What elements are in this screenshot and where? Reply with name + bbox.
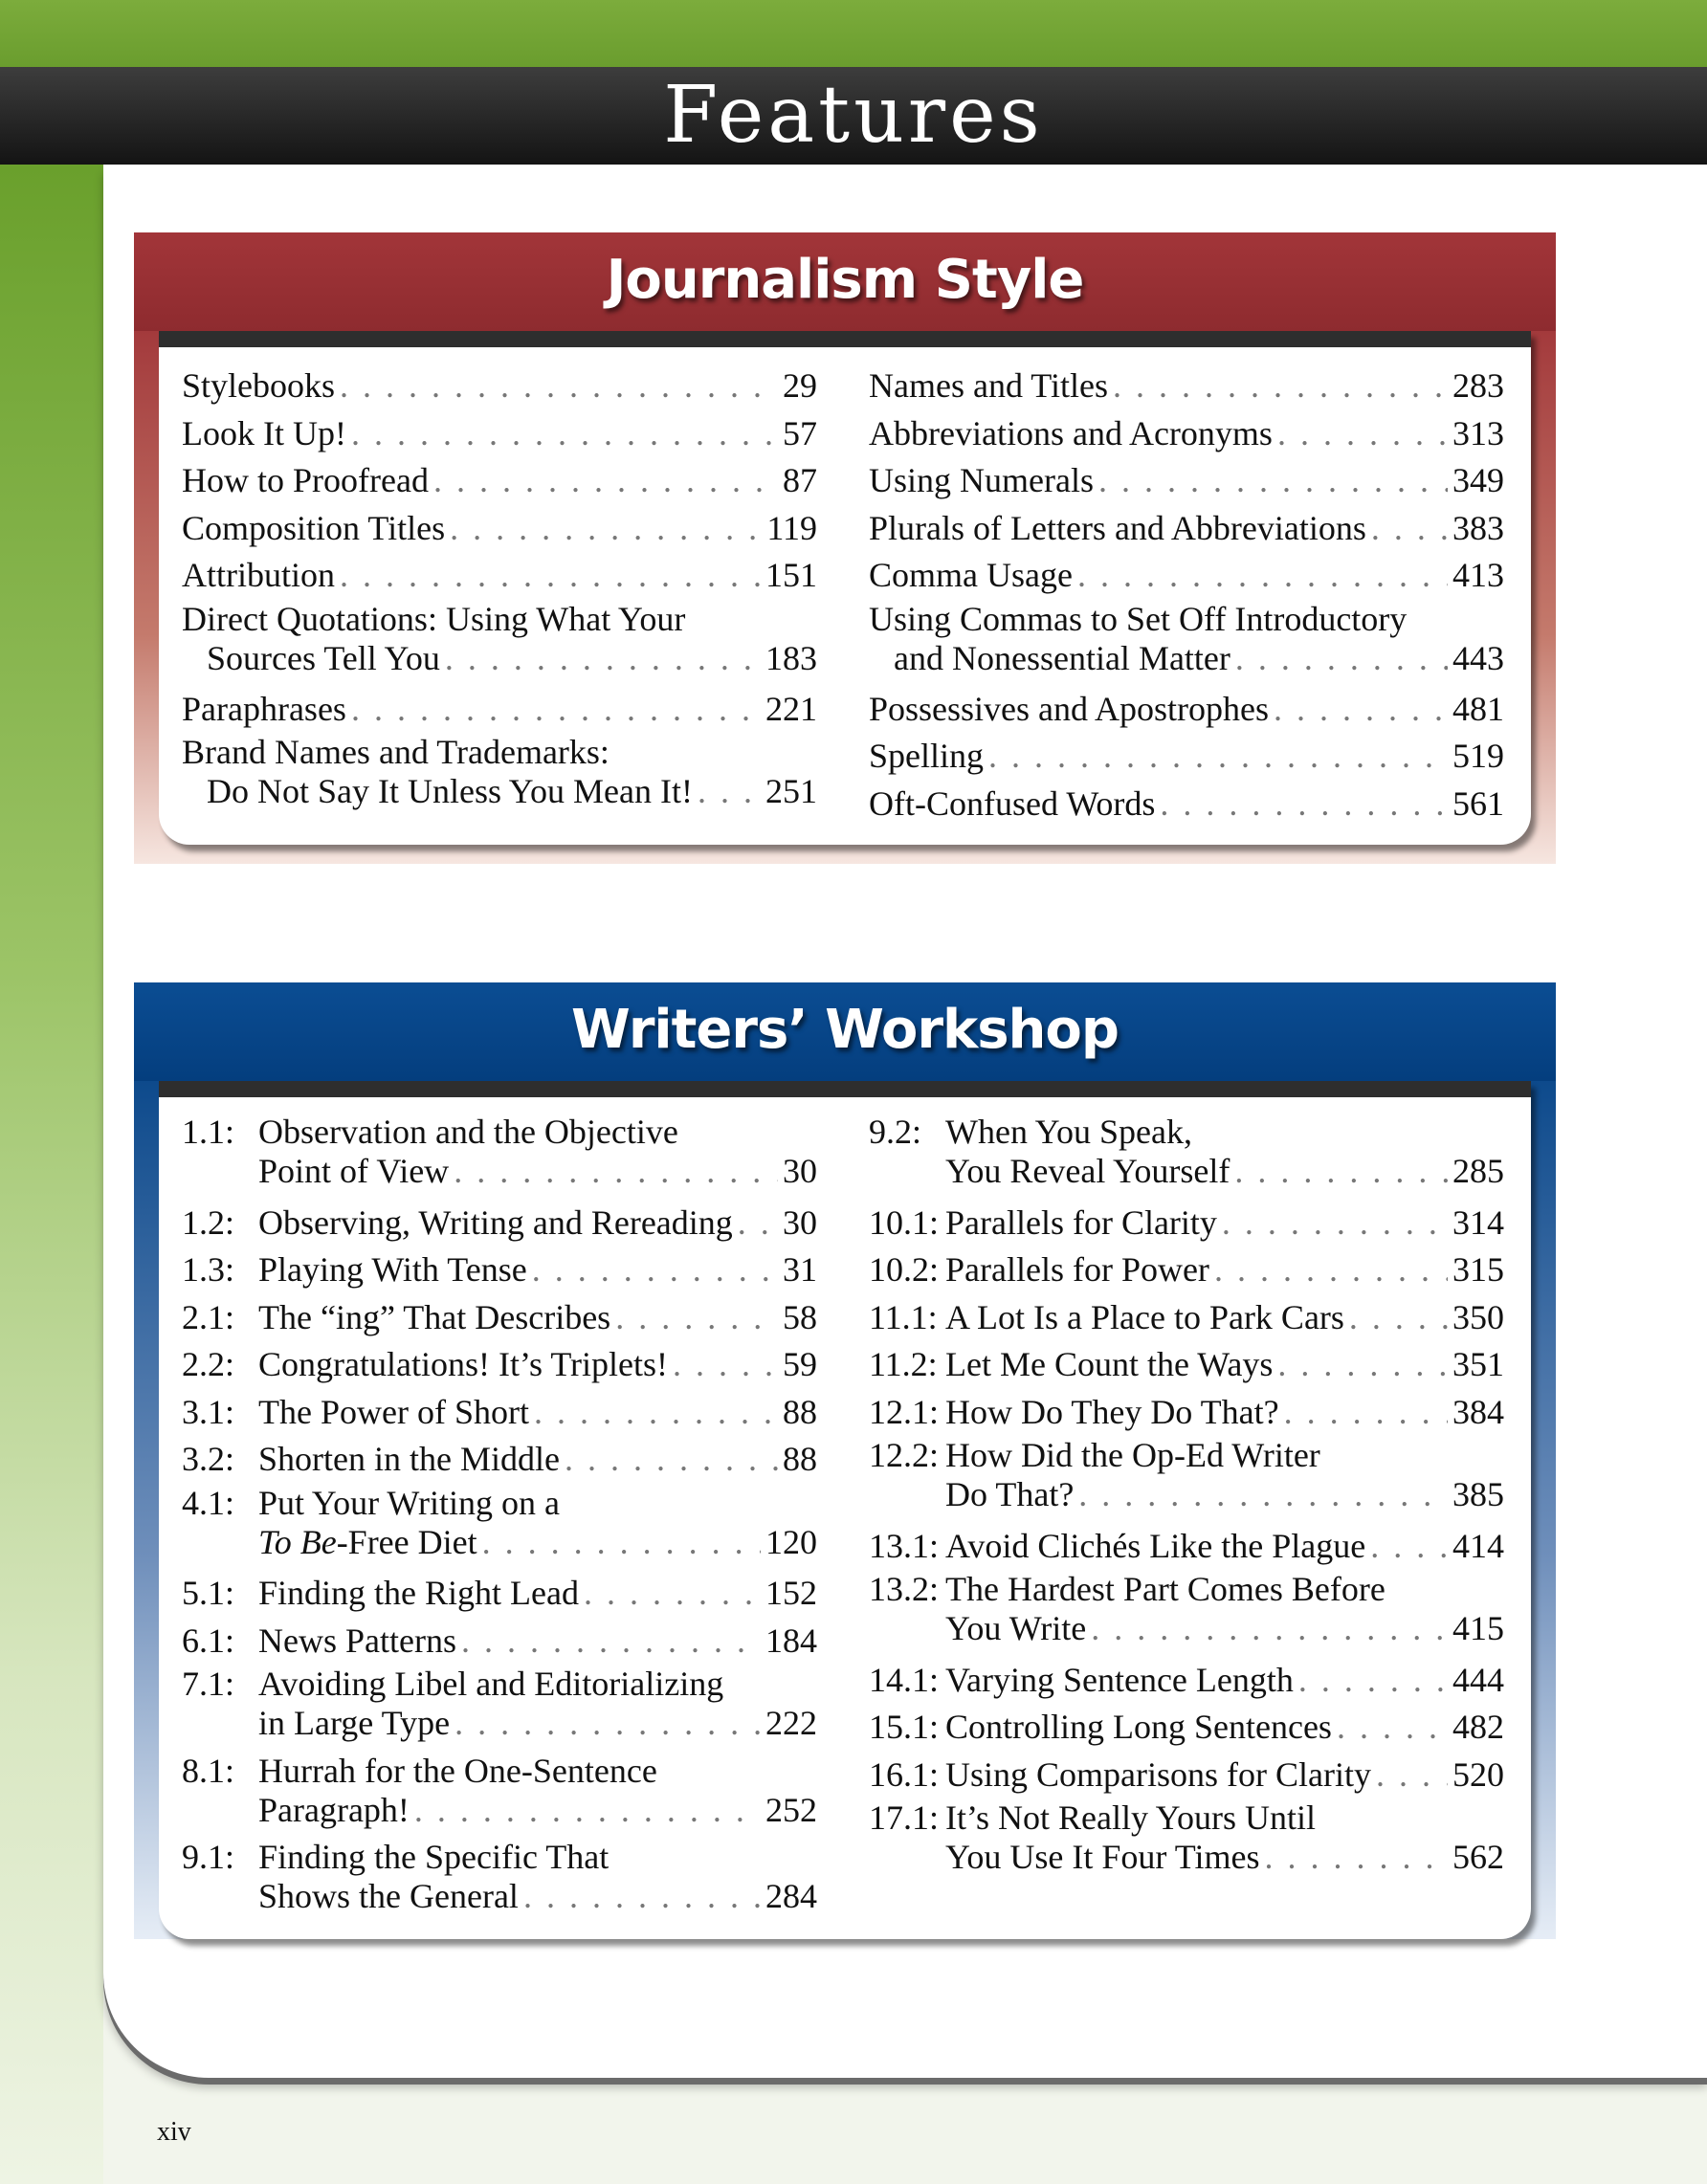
dot-leader — [340, 552, 761, 600]
entry-line — [258, 1200, 817, 1247]
entry-continuation — [869, 639, 1504, 678]
page-number: 315 — [1452, 1250, 1504, 1289]
entry-number: 5.1: — [182, 1574, 235, 1612]
page-number: 314 — [1452, 1202, 1504, 1242]
entry-title: Using Comparisons for Clarity — [945, 1754, 1371, 1794]
dot-leader — [1113, 363, 1448, 410]
entry-continuation — [945, 1475, 1504, 1514]
toc-entry — [182, 1838, 817, 1916]
entry-line — [869, 781, 1504, 828]
entry-number: 17.1: — [869, 1798, 940, 1837]
toc-entry — [182, 1665, 817, 1743]
entry-title: How to Proofread — [182, 461, 429, 499]
entry-number: 1.1: — [182, 1113, 235, 1151]
entry-line — [182, 686, 817, 734]
dot-leader — [1264, 1838, 1448, 1877]
toc-entry — [869, 1341, 1504, 1389]
page-number: 30 — [783, 1202, 817, 1242]
dot-leader — [1284, 1389, 1448, 1437]
journalism-style-panel — [159, 331, 1531, 845]
toc-entry — [869, 1657, 1504, 1705]
entry-number: 12.1: — [869, 1392, 940, 1431]
entry-line — [869, 505, 1504, 553]
entry-number: 3.1: — [182, 1392, 235, 1431]
dot-leader — [454, 1152, 778, 1191]
entry-line — [182, 410, 817, 458]
entry-title: News Patterns — [258, 1621, 456, 1660]
entry-line — [869, 552, 1504, 600]
entry-title: Avoid Clichés Like the Plague — [945, 1526, 1366, 1565]
dot-leader — [414, 1791, 761, 1830]
page-number: 482 — [1452, 1708, 1504, 1746]
dot-leader — [1091, 1609, 1448, 1648]
page-title: Features — [663, 70, 1044, 161]
entry-title: Using Numerals — [869, 461, 1094, 499]
page-number: 57 — [783, 413, 817, 452]
entry-title: When You Speak, — [945, 1113, 1192, 1151]
entry-title: Possessives and Apostrophes — [869, 689, 1270, 728]
entry-line — [258, 1389, 817, 1437]
entry-title: Hurrah for the One-Sentence — [258, 1751, 657, 1790]
entry-title: Avoiding Libel and Editorializing — [258, 1665, 724, 1703]
entry-line — [945, 1200, 1504, 1247]
page-number: 350 — [1452, 1297, 1504, 1336]
dot-leader — [1098, 457, 1448, 505]
entry-continuation — [182, 639, 817, 678]
dot-leader — [454, 1704, 761, 1743]
page-number: 59 — [783, 1345, 817, 1383]
entry-line — [945, 1704, 1504, 1752]
entry-line — [258, 1618, 817, 1666]
dot-leader — [1222, 1200, 1448, 1247]
entry-title-continued — [258, 1523, 477, 1562]
entry-title-rest: Paragraph! — [258, 1790, 410, 1829]
entry-number: 12.2: — [869, 1436, 940, 1474]
entry-title: Spelling — [869, 737, 985, 775]
entry-continuation — [258, 1791, 817, 1830]
entry-title: Using Commas to Set Off Introductory — [869, 599, 1408, 638]
entry-title: Finding the Right Lead — [258, 1574, 579, 1612]
toc-entry — [182, 1341, 817, 1389]
entry-title: Controlling Long Sentences — [945, 1708, 1332, 1746]
entry-title: Congratulations! It’s Triplets! — [258, 1345, 669, 1383]
toc-entry — [869, 600, 1504, 678]
entry-title: Names and Titles — [869, 366, 1109, 405]
entry-continuation — [258, 1523, 817, 1562]
entry-title: Put Your Writing on a — [258, 1483, 560, 1522]
entry-title-rest: You Use It Four Times — [945, 1838, 1260, 1876]
entry-title: Attribution — [182, 556, 335, 594]
page-number: 119 — [766, 508, 817, 547]
entry-title: Composition Titles — [182, 508, 446, 547]
toc-entry — [182, 1436, 817, 1484]
entry-title: It’s Not Really Yours Until — [945, 1798, 1317, 1837]
entry-title: Varying Sentence Length — [945, 1660, 1294, 1699]
entry-number: 9.2: — [869, 1113, 922, 1151]
entry-title: Abbreviations and Acronyms — [869, 413, 1273, 452]
page-number: 481 — [1452, 689, 1504, 728]
toc-entry — [869, 1294, 1504, 1342]
entry-continuation — [945, 1609, 1504, 1648]
entry-continuation — [945, 1152, 1504, 1191]
entry-title: Shorten in the Middle — [258, 1440, 560, 1478]
page-number: 384 — [1452, 1392, 1504, 1431]
entry-title: The Power of Short — [258, 1392, 529, 1431]
dot-leader — [1277, 1341, 1448, 1389]
dot-leader — [450, 505, 762, 553]
dot-leader — [1234, 1152, 1448, 1191]
page-number: 562 — [1452, 1838, 1504, 1876]
page-number: 385 — [1452, 1475, 1504, 1513]
toc-entry — [182, 410, 817, 458]
page-number: 87 — [783, 461, 817, 499]
entry-number: 1.2: — [182, 1202, 235, 1242]
entry-line — [258, 1436, 817, 1484]
top-green-band — [0, 0, 1707, 67]
entry-title: Parallels for Clarity — [945, 1202, 1217, 1242]
toc-entry — [182, 505, 817, 553]
dot-leader — [738, 1200, 778, 1247]
entry-continuation — [258, 1877, 817, 1916]
dot-leader — [584, 1570, 761, 1618]
entry-title-rest: Shows the General — [258, 1877, 519, 1915]
page-number: 520 — [1452, 1754, 1504, 1794]
entry-title: A Lot Is a Place to Park Cars — [945, 1297, 1344, 1336]
entry-line — [182, 363, 817, 410]
toc-entry — [182, 552, 817, 600]
page-number: 184 — [765, 1621, 817, 1660]
page-number: 519 — [1452, 737, 1504, 775]
page-number: 383 — [1452, 508, 1504, 547]
toc-entry — [869, 1570, 1504, 1648]
entry-title: Parallels for Power — [945, 1250, 1209, 1289]
entry-line — [258, 1570, 817, 1618]
entry-title: Look It Up! — [182, 413, 346, 452]
journalism-left-column — [182, 363, 817, 819]
page-number: 29 — [783, 366, 817, 405]
entry-number: 6.1: — [182, 1621, 235, 1660]
writers-workshop-title: Writers’ Workshop — [571, 999, 1119, 1061]
page-number: 443 — [1452, 638, 1504, 677]
entry-line — [945, 1657, 1504, 1705]
toc-entry — [182, 600, 817, 678]
page-number: 444 — [1452, 1660, 1504, 1699]
entry-line — [182, 505, 817, 553]
entry-number: 10.2: — [869, 1250, 940, 1289]
entry-number: 4.1: — [182, 1483, 235, 1522]
entry-number: 13.2: — [869, 1570, 940, 1608]
toc-entry — [869, 457, 1504, 505]
toc-entry — [182, 1752, 817, 1830]
toc-entry — [869, 1523, 1504, 1571]
entry-title: The Hardest Part Comes Before — [945, 1570, 1386, 1608]
dot-leader — [1277, 410, 1448, 458]
dot-leader — [988, 733, 1448, 781]
entry-line — [945, 1389, 1504, 1437]
dot-leader — [1349, 1294, 1448, 1342]
toc-entry — [869, 1704, 1504, 1752]
dot-leader — [1298, 1657, 1448, 1705]
entry-title: Oft-Confused Words — [869, 783, 1156, 823]
entry-title: Let Me Count the Ways — [945, 1345, 1274, 1383]
page-number: 151 — [765, 556, 817, 594]
toc-entry — [182, 1484, 817, 1562]
toc-entry — [869, 733, 1504, 781]
journalism-right-column — [869, 363, 1504, 827]
entry-title-continued: Do Not Say It Unless You Mean It! — [207, 772, 693, 810]
entry-line — [258, 1341, 817, 1389]
entry-title: The “ing” That Describes — [258, 1297, 611, 1336]
dot-leader — [1235, 639, 1448, 678]
entry-line — [258, 1246, 817, 1294]
entry-number: 2.2: — [182, 1345, 235, 1383]
entry-title: Finding the Specific That — [258, 1838, 610, 1876]
entry-line — [182, 457, 817, 505]
toc-entry — [869, 1113, 1504, 1191]
dot-leader — [1376, 1752, 1448, 1799]
page-number: 349 — [1452, 461, 1504, 499]
toc-entry — [869, 410, 1504, 458]
journalism-style-section — [134, 232, 1556, 864]
page-number: 31 — [783, 1250, 817, 1289]
left-green-strip — [0, 165, 103, 2184]
entry-title-continued — [258, 1877, 519, 1916]
entry-title: How Did the Op-Ed Writer — [945, 1436, 1320, 1474]
entry-line — [869, 457, 1504, 505]
toc-entry — [869, 363, 1504, 410]
dot-leader — [673, 1341, 778, 1389]
entry-title-continued — [945, 1475, 1074, 1514]
toc-entry — [869, 1436, 1504, 1514]
page-number: 351 — [1452, 1345, 1504, 1383]
page-number: 284 — [765, 1877, 817, 1915]
entry-title-rest: -Free Diet — [336, 1522, 477, 1561]
entry-title: Stylebooks — [182, 366, 336, 405]
toc-entry — [869, 1389, 1504, 1437]
entry-number: 9.1: — [182, 1838, 235, 1876]
entry-line — [869, 410, 1504, 458]
entry-number: 16.1: — [869, 1754, 940, 1794]
toc-entry — [182, 1113, 817, 1191]
page-number: 30 — [783, 1152, 817, 1190]
dot-leader — [1077, 552, 1448, 600]
toc-entry — [182, 733, 817, 811]
dot-leader — [1214, 1246, 1448, 1294]
page-number: 252 — [765, 1790, 817, 1829]
toc-entry — [182, 1570, 817, 1618]
entry-title: Playing With Tense — [258, 1250, 527, 1289]
entry-title-continued — [945, 1609, 1086, 1648]
dot-leader — [1371, 505, 1448, 553]
dot-leader — [351, 686, 761, 734]
page-number: 415 — [1452, 1609, 1504, 1647]
toc-entry — [182, 457, 817, 505]
entry-number: 8.1: — [182, 1751, 235, 1790]
toc-entry — [182, 1389, 817, 1437]
entry-continuation — [182, 772, 817, 811]
page-number: 222 — [765, 1704, 817, 1742]
page-number: 183 — [765, 638, 817, 677]
entry-number: 11.2: — [869, 1345, 938, 1383]
page-number: 413 — [1452, 556, 1504, 594]
entry-line — [945, 1246, 1504, 1294]
dot-leader — [1337, 1704, 1448, 1752]
page-number: 88 — [783, 1440, 817, 1478]
entry-title-continued: and Nonessential Matter — [894, 638, 1230, 677]
journalism-style-title: Journalism Style — [606, 249, 1084, 311]
entry-title-rest: Point of View — [258, 1152, 450, 1190]
entry-title-rest: You Reveal Yourself — [945, 1152, 1230, 1190]
entry-line — [945, 1294, 1504, 1342]
toc-entry — [869, 552, 1504, 600]
entry-continuation — [258, 1152, 817, 1191]
entry-line — [869, 733, 1504, 781]
entry-line — [945, 1341, 1504, 1389]
page-number: 152 — [765, 1574, 817, 1612]
journalism-style-header — [134, 232, 1556, 331]
dot-leader — [482, 1523, 761, 1562]
writers-workshop-section — [134, 982, 1556, 1939]
dot-leader — [1274, 686, 1448, 734]
toc-entry — [182, 363, 817, 410]
dot-leader — [1078, 1475, 1448, 1514]
dot-leader — [698, 772, 761, 811]
page-number: 561 — [1452, 783, 1504, 823]
dot-leader — [565, 1436, 778, 1484]
page-number: 88 — [783, 1392, 817, 1431]
entry-number: 15.1: — [869, 1708, 940, 1746]
entry-title: Comma Usage — [869, 556, 1073, 594]
entry-title: Plurals of Letters and Abbreviations — [869, 508, 1366, 547]
workshop-left-column — [182, 1113, 817, 1925]
toc-entry — [182, 686, 817, 734]
dot-leader — [532, 1246, 778, 1294]
page-number: 313 — [1452, 413, 1504, 452]
dot-leader — [433, 457, 778, 505]
page-number: 414 — [1452, 1526, 1504, 1565]
dot-leader — [1370, 1523, 1448, 1571]
page-number: 120 — [765, 1522, 817, 1561]
entry-line — [945, 1523, 1504, 1571]
entry-title-continued — [258, 1704, 450, 1743]
toc-entry — [869, 1752, 1504, 1799]
toc-entry — [182, 1294, 817, 1342]
entry-number: 14.1: — [869, 1660, 940, 1699]
dot-leader — [523, 1877, 761, 1916]
entry-continuation — [945, 1838, 1504, 1877]
entry-title: Direct Quotations: Using What Your — [182, 599, 686, 638]
toc-entry — [869, 781, 1504, 828]
entry-number: 7.1: — [182, 1665, 235, 1703]
entry-title: Paraphrases — [182, 689, 346, 728]
entry-title-continued — [945, 1838, 1259, 1877]
toc-entry — [182, 1246, 817, 1294]
toc-entry — [869, 1200, 1504, 1247]
page-number: 251 — [765, 772, 817, 810]
entry-number: 1.3: — [182, 1250, 235, 1289]
toc-entry — [182, 1200, 817, 1247]
entry-title-continued — [945, 1152, 1230, 1191]
title-bar — [0, 67, 1707, 165]
entry-line — [869, 686, 1504, 734]
dot-leader — [340, 363, 778, 410]
toc-entry — [869, 505, 1504, 553]
dot-leader — [461, 1618, 761, 1666]
entry-title: How Do They Do That? — [945, 1392, 1279, 1431]
entry-line — [258, 1294, 817, 1342]
entry-title: Brand Names and Trademarks: — [182, 733, 610, 771]
entry-number: 13.1: — [869, 1526, 940, 1565]
dot-leader — [445, 639, 761, 678]
entry-number: 11.1: — [869, 1297, 938, 1336]
page-number: 221 — [765, 689, 817, 728]
entry-number: 3.2: — [182, 1440, 235, 1478]
dot-leader — [615, 1294, 778, 1342]
entry-title: Observation and the Objective — [258, 1113, 678, 1151]
entry-line — [182, 552, 817, 600]
entry-title: Observing, Writing and Rereading — [258, 1202, 733, 1242]
writers-workshop-header — [134, 982, 1556, 1081]
entry-number: 10.1: — [869, 1202, 940, 1242]
toc-entry — [869, 1798, 1504, 1877]
entry-title-rest: in Large Type — [258, 1704, 451, 1742]
entry-number: 2.1: — [182, 1297, 235, 1336]
entry-title-continued — [258, 1791, 410, 1830]
toc-entry — [869, 1246, 1504, 1294]
dot-leader — [351, 410, 778, 458]
page-number: 285 — [1452, 1152, 1504, 1190]
entry-title-italic: To Be — [258, 1522, 337, 1561]
workshop-right-column — [869, 1113, 1504, 1886]
entry-title-continued: Sources Tell You — [207, 638, 440, 677]
entry-line — [945, 1752, 1504, 1799]
page-number: 283 — [1452, 366, 1504, 405]
page-number: 58 — [783, 1297, 817, 1336]
entry-title-rest: You Write — [945, 1609, 1087, 1647]
page-number: xiv — [157, 2117, 191, 2147]
toc-entry — [869, 686, 1504, 734]
entry-continuation — [258, 1704, 817, 1743]
dot-leader — [1160, 781, 1448, 828]
writers-workshop-panel — [159, 1081, 1531, 1939]
toc-entry — [182, 1618, 817, 1666]
dot-leader — [534, 1389, 778, 1437]
entry-line — [869, 363, 1504, 410]
entry-title-rest: Do That? — [945, 1475, 1075, 1513]
entry-title-continued — [258, 1152, 449, 1191]
